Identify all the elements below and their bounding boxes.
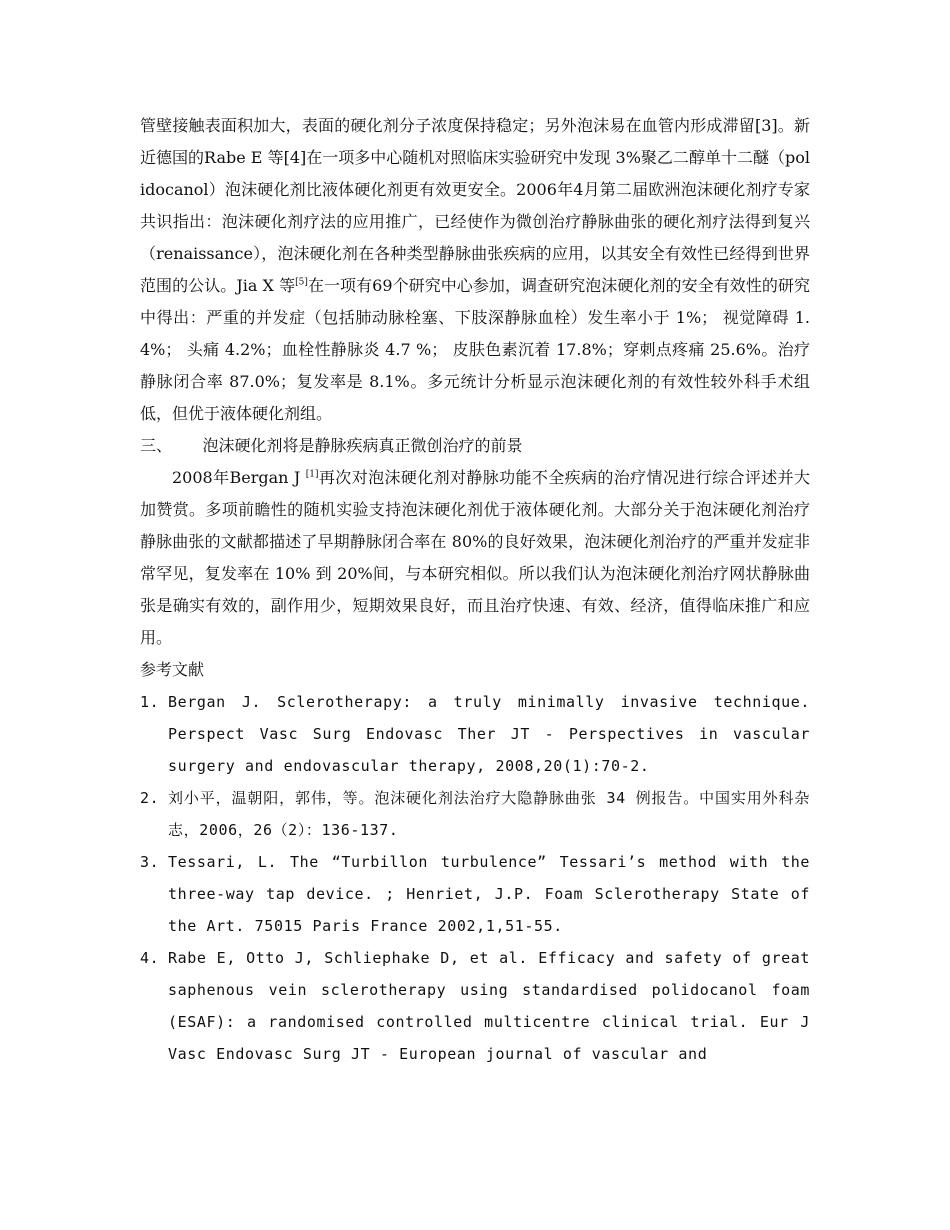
reference-number: 2. bbox=[140, 789, 160, 807]
references-heading: 参考文献 bbox=[140, 660, 205, 679]
reference-item bbox=[140, 686, 810, 782]
paragraph-text: 在一项有69个研究中心参加，调查研究泡沫硬化剂的安全有效性的研究中得出：严重的并发症（包括肺动脉栓塞、下肢深静脉血栓）发生率小于 1%； 视觉障碍 1.4%； 头痛 4.2%；血栓性静脉炎 4.7 %； 皮肤色素沉着 17.8%；穿刺点疼痛 25.6%。治疗静脉闭合率 87.0%；复发率是 8.1%。多元统计分析显示泡沫硬化剂的有效性较外科手术组低，但优于液体硬化剂组。 bbox=[140, 276, 810, 423]
paragraph-text: 再次对泡沫硬化剂对静脉功能不全疾病的治疗情况进行综合评述并大加赞赏。多项前瞻性的随机实验支持泡沫硬化剂优于液体硬化剂。大部分关于泡沫硬化剂治疗静脉曲张的文献都描述了早期静脉闭合率在 80%的良好效果，泡沫硬化剂治疗的严重并发症非常罕见，复发率在 10% 到 20%间，与本研究相似。所以我们认为泡沫硬化剂治疗网状静脉曲张是确实有效的，副作用少，短期效果良好，而且治疗快速、有效、经济，值得临床推广和应用。 bbox=[140, 468, 810, 647]
reference-text: Tessari, L. The “Turbillon turbulence” Tessari’s method with the three-way tap device. ; Henriet, J.P. Foam Sclerotherapy State of the Art. 75015 Paris France 2002,1,51-55. bbox=[168, 853, 810, 935]
body-paragraph-1 bbox=[140, 110, 810, 430]
document-page bbox=[140, 110, 810, 1070]
reference-number: 1. bbox=[140, 693, 160, 711]
reference-number: 3. bbox=[140, 853, 160, 871]
reference-text: Bergan J. Sclerotherapy: a truly minimally invasive technique. Perspect Vasc Surg Endovasc Ther JT - Perspectives in vascular surgery and endovascular therapy, 2008,20(1):70-2. bbox=[168, 693, 810, 775]
reference-item bbox=[140, 782, 810, 846]
reference-number: 4. bbox=[140, 949, 160, 967]
reference-list bbox=[140, 686, 810, 1070]
citation-superscript: [1] bbox=[305, 469, 319, 480]
section-heading: 三、 泡沫硬化剂将是静脉疾病真正微创治疗的前景 bbox=[140, 436, 523, 455]
reference-item bbox=[140, 846, 810, 942]
paragraph-text: 管壁接触表面积加大，表面的硬化剂分子浓度保持稳定；另外泡沫易在血管内形成滞留[3]。新近德国的Rabe E 等[4]在一项多中心随机对照临床实验研究中发现 3%聚乙二醇单十二醚（polidocanol）泡沫硬化剂比液体硬化剂更有效更安全。2006年4月第二届欧洲泡沫硬化剂疗专家共识指出：泡沫硬化剂疗法的应用推广，已经使作为微创治疗静脉曲张的硬化剂疗法得到复兴（renaissance），泡沫硬化剂在各种类型静脉曲张疾病的应用，以其安全有效性已经得到世界范围的公认。Jia X 等 bbox=[140, 116, 810, 295]
citation-superscript: [5] bbox=[295, 277, 308, 288]
body-paragraph-2 bbox=[140, 462, 810, 654]
reference-text: Rabe E, Otto J, Schliephake D, et al. Efficacy and safety of great saphenous vein sclerotherapy using standardised polidocanol foam (ESAF): a randomised controlled multicentre clinical trial. Eur J Vasc Endovasc Surg JT - European journal of vascular and bbox=[168, 949, 810, 1063]
paragraph-text: 2008年Bergan J bbox=[172, 468, 306, 487]
reference-item bbox=[140, 942, 810, 1070]
reference-text: 刘小平，温朝阳，郭伟，等。泡沫硬化剂法治疗大隐静脉曲张 34 例报告。中国实用外科杂志，2006，26（2）：136-137. bbox=[168, 789, 810, 839]
